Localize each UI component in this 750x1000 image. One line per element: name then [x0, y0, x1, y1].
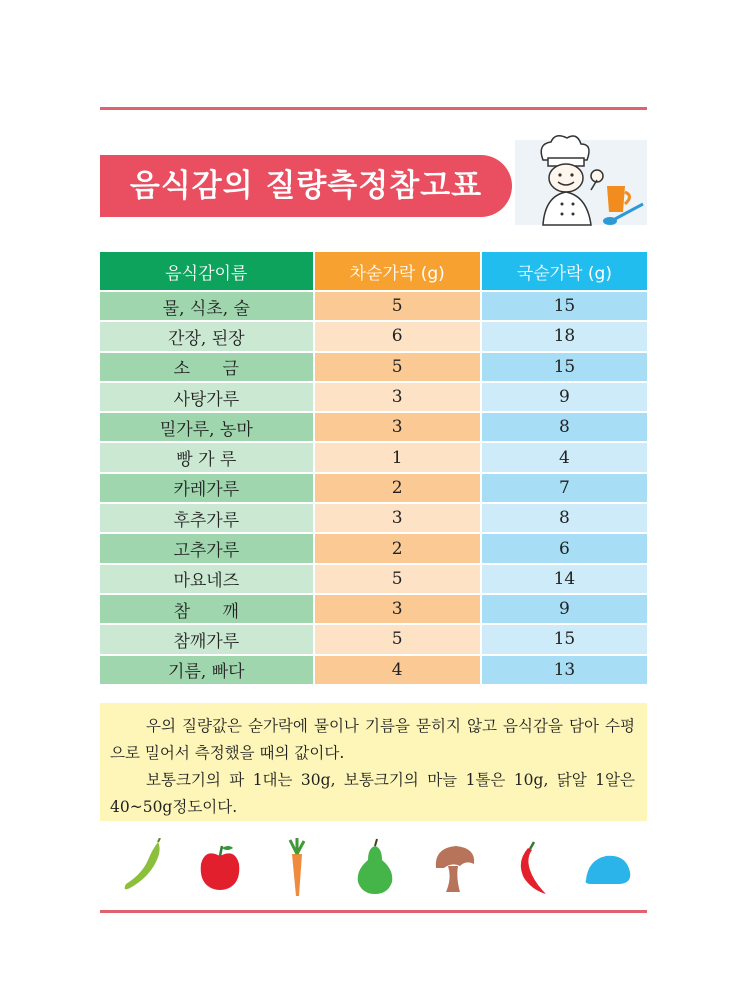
chef-icon — [515, 130, 647, 230]
tablespoon-value: 6 — [480, 534, 647, 564]
title-banner — [100, 155, 512, 217]
tablespoon-value: 8 — [480, 413, 647, 443]
ingredient-name: 고추가루 — [100, 534, 313, 564]
teaspoon-value: 5 — [313, 353, 480, 383]
ingredient-name: 사탕가루 — [100, 383, 313, 413]
teaspoon-value: 4 — [313, 656, 480, 686]
ingredient-name: 밀가루, 농마 — [100, 413, 313, 443]
tablespoon-value: 14 — [480, 565, 647, 595]
note-paragraph-1: 우의 질량값은 숟가락에 물이나 기름을 묻히지 않고 음식감을 담아 수평으로 밀어서 측정했을 때의 값이다. — [110, 717, 635, 762]
ingredient-name: 소 금 — [100, 353, 313, 383]
ingredient-name: 물, 식초, 술 — [100, 292, 313, 322]
table-row — [100, 443, 647, 473]
tablespoon-value: 13 — [480, 656, 647, 686]
table-row — [100, 292, 647, 322]
table-row — [100, 656, 647, 686]
teaspoon-value: 3 — [313, 595, 480, 625]
apple-icon — [195, 838, 245, 898]
reference-table — [100, 252, 647, 686]
top-divider — [100, 107, 647, 110]
mushroom-icon — [430, 838, 480, 898]
table-row — [100, 474, 647, 504]
bottom-divider — [100, 910, 647, 913]
teaspoon-value: 3 — [313, 413, 480, 443]
note-box — [100, 703, 647, 821]
table-row — [100, 534, 647, 564]
teaspoon-value: 5 — [313, 625, 480, 655]
table-row — [100, 353, 647, 383]
tablespoon-value: 7 — [480, 474, 647, 504]
page-title: 음식감의 질량측정참고표 — [129, 168, 483, 204]
bean-pod-icon — [118, 838, 168, 898]
tablespoon-value: 18 — [480, 322, 647, 352]
chili-pepper-icon — [510, 838, 560, 898]
table-row — [100, 383, 647, 413]
ingredient-name: 빵 가 루 — [100, 443, 313, 473]
blue-blob-icon — [582, 838, 632, 898]
ingredient-name: 참 깨 — [100, 595, 313, 625]
teaspoon-value: 3 — [313, 504, 480, 534]
ingredient-name: 카레가루 — [100, 474, 313, 504]
ingredient-name: 간장, 된장 — [100, 322, 313, 352]
table-row — [100, 595, 647, 625]
table-row — [100, 413, 647, 443]
header-tablespoon: 국숟가락 (g) — [480, 252, 647, 292]
pear-icon — [350, 838, 400, 898]
table-row — [100, 322, 647, 352]
table-row — [100, 504, 647, 534]
ingredient-name: 참깨가루 — [100, 625, 313, 655]
teaspoon-value: 3 — [313, 383, 480, 413]
tablespoon-value: 15 — [480, 625, 647, 655]
tablespoon-value: 4 — [480, 443, 647, 473]
tablespoon-value: 9 — [480, 383, 647, 413]
teaspoon-value: 5 — [313, 565, 480, 595]
teaspoon-value: 5 — [313, 292, 480, 322]
tablespoon-value: 9 — [480, 595, 647, 625]
ingredient-name: 마요네즈 — [100, 565, 313, 595]
note-paragraph-2: 보통크기의 파 1대는 30g, 보통크기의 마늘 1톨은 10g, 닭알 1알은 40~50g정도이다. — [110, 771, 635, 816]
tablespoon-value: 15 — [480, 353, 647, 383]
carrot-icon — [272, 838, 322, 898]
teaspoon-value: 2 — [313, 534, 480, 564]
tablespoon-value: 8 — [480, 504, 647, 534]
table-row — [100, 625, 647, 655]
ingredient-name: 후추가루 — [100, 504, 313, 534]
teaspoon-value: 6 — [313, 322, 480, 352]
table-header-row — [100, 252, 647, 292]
tablespoon-value: 15 — [480, 292, 647, 322]
teaspoon-value: 2 — [313, 474, 480, 504]
teaspoon-value: 1 — [313, 443, 480, 473]
table-row — [100, 565, 647, 595]
header-teaspoon: 차숟가락 (g) — [313, 252, 480, 292]
header-ingredient-name: 음식감이름 — [100, 252, 313, 292]
ingredient-name: 기름, 빠다 — [100, 656, 313, 686]
